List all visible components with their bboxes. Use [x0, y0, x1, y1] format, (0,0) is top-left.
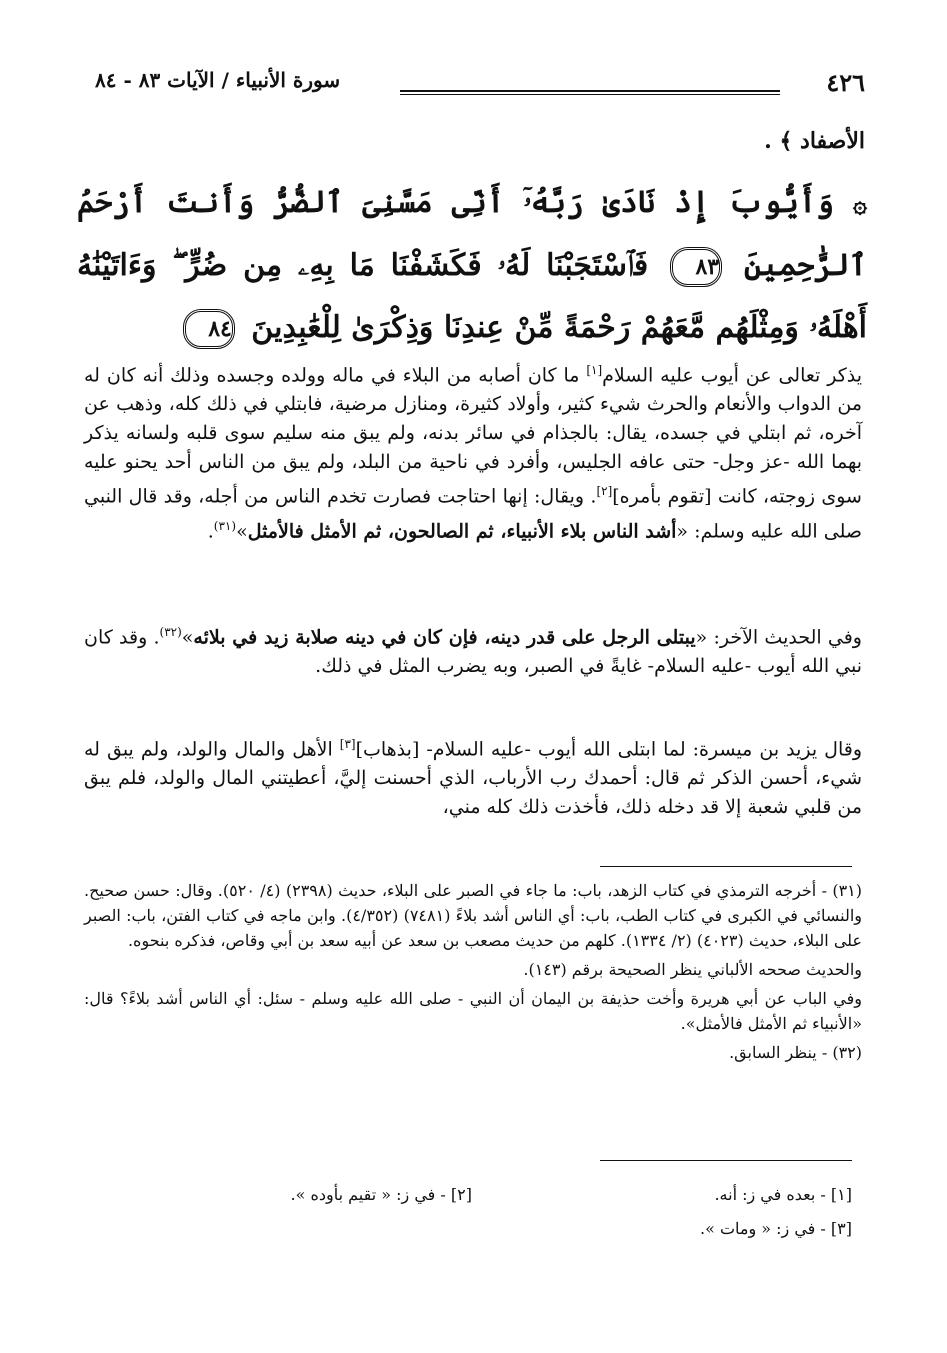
ref-note-3: [٣] — [339, 737, 356, 751]
ref-footnote-32: (٣٢) — [159, 625, 182, 639]
hizb-ornament-icon: ۞ — [852, 189, 867, 218]
text-run: يذكر تعالى عن أيوب عليه السلام — [602, 364, 862, 387]
text-run: . وقد كان نبي الله أيوب -عليه السلام- غايةً في الصبر، وبه يضرب المثل في ذلك. — [84, 626, 862, 678]
hadith-quote: يبتلى الرجل على قدر دينه، فإن كان في دينه صلابة زيد في بلائه — [193, 626, 696, 649]
text-run: » — [181, 626, 194, 649]
verse-line-2: فَٱسْتَجَبْنَا لَهُۥ فَكَشَفْنَا مَا بِهِۦ مِن ضُرٍّ ۖ وَءَاتَيْنَٰهُ أَهْلَهُۥ وَمِثْلَهُم مَّعَهُمْ رَحْمَةً — [77, 248, 867, 345]
ref-note-1: [١] — [586, 363, 603, 377]
ref-footnote-31: (٣١) — [213, 518, 237, 533]
footnote-31-related: وفي الباب عن أبي هريرة وأخت حذيفة بن اليمان أن النبي - صلى الله عليه وسلم - سئل: أي الناس أشد بلاءً؟ قال: «الأنبياء ثم الأمثل فالأمثل». — [84, 989, 862, 1033]
running-header — [95, 62, 865, 102]
text-run: الأهل والمال والولد، ولم يبق له شيء، أحسن الذكر ثم قال: أحمدك رب الأرباب، الذي أحسنت إليَّ، أعطيتني المال والولد، فلم يبق من قلبي شعبة إلا قد دخله ذلك، فأخذت ذلك كله مني، — [84, 738, 862, 819]
footnote-31: (٣١) - أخرجه الترمذي في كتاب الزهد، باب: ما جاء في الصبر على البلاء، حديث (٢٣٩٨) (٤/ ٥٢٠). وقال: حسن صحيح. والنسائي في الكبرى في كتاب الطب، باب: أي الناس أشد بلاءً (٧٤٨١) (٤/٣٥٢). وابن ماجه في كتاب الفتن، باب: الصبر على البلاء، حديث (٤٠٢٣) (٢/ ١٣٣٤). كلهم من حديث مصعب بن سعد عن أبيه سعد بن أبي وقاص، فذكره بنحوه. — [84, 881, 862, 950]
text-run: . — [207, 519, 214, 542]
page-number: ٤٢٦ — [826, 68, 865, 97]
footnotes — [84, 878, 862, 1069]
hadith-quote: أشد الناس بلاء الأنبياء، ثم الصالحون، ثم الأمثل فالأمثل — [247, 519, 677, 542]
manuscript-notes — [92, 1178, 852, 1246]
header-rule-thin — [400, 94, 780, 95]
commentary-paragraph-3 — [84, 730, 862, 822]
verse-number-83: ٨٣ — [670, 247, 722, 287]
verse-number-84: ٨٤ — [183, 309, 235, 349]
footnote-31-grading: والحديث صححه الألباني ينظر الصحيحة برقم (١٤٣). — [523, 960, 862, 979]
sura-title: سورة الأنبياء / الآيات ٨٣ - ٨٤ — [95, 68, 341, 92]
verse-line-1: وَأَيُّوبَ إِذْ نَادَىٰ رَبَّهُۥٓ أَنِّى مَسَّنِىَ ٱلضُّرُّ وَأَنتَ أَرْحَمُ ٱلرَّٰحِمِينَ — [77, 185, 867, 283]
notes-spacer — [92, 1212, 472, 1246]
notes-row — [92, 1212, 852, 1246]
note-2: [٢] - في ز: « تقيم بأوده ». — [290, 1185, 472, 1204]
note-1: [١] - بعده في ز: أنه. — [714, 1185, 852, 1204]
header-rule — [400, 90, 780, 92]
footnote-divider — [600, 866, 852, 867]
text-run: . ويقال: إنها احتاجت فصارت تخدم الناس من أجله، وقد قال النبي صلى الله عليه وسلم: « — [84, 485, 862, 542]
footnote-32: (٣٢) - ينظر السابق. — [729, 1043, 862, 1062]
ref-note-2: [٢] — [596, 484, 613, 499]
text-run: وقال يزيد بن ميسرة: لما ابتلى الله أيوب -عليه السلام- [بذهاب] — [355, 738, 862, 761]
note-3: [٣] - في ز: « ومات ». — [699, 1219, 852, 1238]
text-run: ما كان أصابه من البلاء في ماله وولده وجسده وذلك أنه كان له من الدواب والأنعام والحرث شيء كثير، وأولاد كثيرة، ومنازل مرضية، فابتلي في ذلك كله، وذهب عن آخره، ثم ابتلي في جسده، يقال: بالجذام في سائر بدنه، ولم يبق منه سليم سوى قلبه ولسانه يذكر بهما الله -عز وجل- حتى عافه الجليس، وأفرد في ناحية من البلد، ولم يبق من الناس أحد يحنو عليه سوى زوجته، كانت [تقوم بأمره] — [84, 364, 862, 508]
commentary-paragraph-2 — [84, 618, 862, 681]
commentary-paragraph-1 — [84, 356, 862, 546]
text-run: وفي الحديث الآخر: « — [695, 626, 862, 649]
text-run: » — [236, 519, 248, 542]
verse-line-3: مِّنْ عِندِنَا وَذِكْرَىٰ لِلْعَٰبِدِينَ — [251, 310, 554, 345]
notes-row — [92, 1178, 852, 1212]
notes-divider — [600, 1160, 852, 1161]
previous-verse-end: الأصفاد ﴾ . — [764, 128, 865, 154]
quran-verses — [77, 172, 867, 359]
